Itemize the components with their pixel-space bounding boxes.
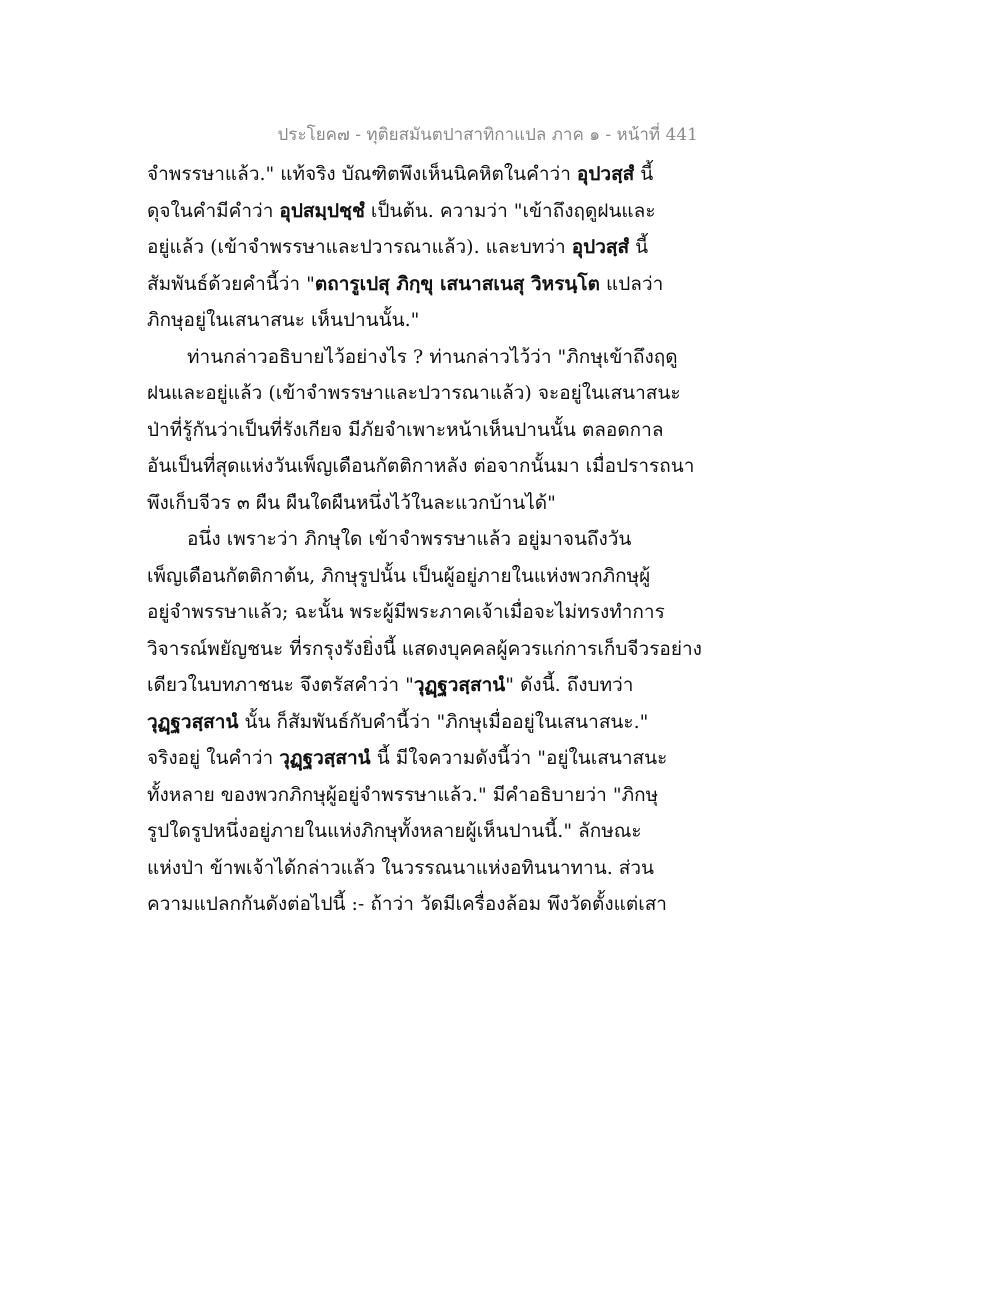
text-line	[147, 631, 707, 668]
text-segment: ภิกษุอยู่ในเสนาสนะ เห็นปานนั้น."	[147, 309, 420, 331]
text-segment: เป็นต้น. ความว่า "เข้าถึงฤดูฝนและ	[364, 199, 656, 222]
text-segment: นี้ มีใจความดังนี้ว่า "อยู่ในเสนาสนะ	[370, 747, 668, 769]
text-line	[147, 266, 707, 303]
pali-term: วุฏฺฐวสฺสานํ	[147, 710, 239, 733]
text-segment: แห่งป่า ข้าพเจ้าได้กล่าวแล้ว ในวรรณนาแห่งอทินนาทาน. ส่วน	[147, 856, 655, 879]
pali-term: ตถารูเปสุ ภิกฺขุ เสนาสเนสุ วิหรนฺโต	[314, 272, 600, 295]
pali-term: อุปวสฺสํ	[571, 236, 630, 258]
text-line	[147, 594, 707, 631]
text-segment: เดียวในบทภาชนะ จึงตรัสคำว่า "	[147, 674, 414, 696]
pali-term: อุปวสฺสํ	[576, 163, 635, 185]
pali-term: วุฏฺฐวสฺสานํ	[279, 747, 371, 769]
text-line	[147, 558, 707, 595]
text-segment: อันเป็นที่สุดแห่งวันเพ็ญเดือนกัตติกาหลัง ต่อจากนั้นมา เมื่อปรารถนา	[147, 455, 695, 477]
text-segment: ท่านกล่าวอธิบายไว้อย่างไร ? ท่านกล่าวไว้ว่า "ภิกษุเข้าถึงฤดู	[187, 345, 678, 368]
text-line	[147, 886, 707, 923]
text-line	[147, 339, 707, 376]
text-segment: ป่าที่รู้กันว่าเป็นที่รังเกียจ มีภัยจำเพาะหน้าเห็นปานนั้น ตลอดกาล	[147, 418, 664, 441]
text-segment: อยู่แล้ว (เข้าจำพรรษาและปวารณาแล้ว). และบทว่า	[147, 236, 572, 258]
running-header: ประโยค๗ - ทุติยสมันตปาสาทิกาแปล ภาค ๑ - หน้าที่ 441	[277, 125, 698, 145]
text-line	[147, 521, 707, 558]
text-segment: จำพรรษาแล้ว." แท้จริง บัณฑิตพึงเห็นนิคหิตในคำว่า	[147, 163, 577, 185]
text-segment: ทั้งหลาย ของพวกภิกษุผู้อยู่จำพรรษาแล้ว." มีคำอธิบายว่า "ภิกษุ	[147, 783, 659, 806]
text-line	[147, 375, 707, 412]
text-line	[147, 448, 707, 485]
text-segment: " ดังนี้. ถึงบทว่า	[505, 674, 634, 696]
text-segment: จริงอยู่ ในคำว่า	[147, 747, 280, 769]
text-line	[147, 485, 707, 522]
text-segment: แปลว่า	[599, 272, 664, 295]
text-segment: นี้	[629, 236, 649, 258]
text-line	[147, 850, 707, 887]
text-line	[147, 156, 707, 193]
text-segment: เพ็ญเดือนกัตติกาต้น, ภิกษุรูปนั้น เป็นผู้อยู่ภายในแห่งพวกภิกษุผู้	[147, 564, 651, 587]
pali-term: อุปสมฺปชฺชํ	[279, 199, 365, 222]
text-line	[147, 302, 707, 339]
text-line	[147, 229, 707, 266]
text-segment: ความแปลกกันดังต่อไปนี้ :- ถ้าว่า วัดมีเครื่องล้อม พึงวัดตั้งแต่เสา	[147, 893, 667, 915]
text-segment: นั้น ก็สัมพันธ์กับคำนี้ว่า "ภิกษุเมื่ออยู่ในเสนาสนะ."	[238, 710, 649, 733]
text-line	[147, 740, 707, 777]
text-line	[147, 412, 707, 449]
text-segment: สัมพันธ์ด้วยคำนี้ว่า "	[147, 272, 315, 295]
text-segment: พึงเก็บจีวร ๓ ผืน ผืนใดผืนหนึ่งไว้ในละแวกบ้านได้"	[147, 491, 556, 514]
text-segment: ดุจในคำมีคำว่า	[147, 199, 280, 222]
text-line	[147, 813, 707, 850]
text-line	[147, 777, 707, 814]
text-segment: อนึ่ง เพราะว่า ภิกษุใด เข้าจำพรรษาแล้ว อยู่มาจนถึงวัน	[187, 528, 632, 550]
body-text	[147, 156, 707, 923]
text-segment: วิจารณ์พยัญชนะ ที่รกรุงรังยิ่งนี้ แสดงบุคคลผู้ควรแก่การเก็บจีวรอย่าง	[147, 637, 702, 660]
text-line	[147, 193, 707, 230]
text-segment: รูปใดรูปหนึ่งอยู่ภายในแห่งภิกษุทั้งหลายผู้เห็นปานนี้." ลักษณะ	[147, 820, 642, 842]
text-segment: นี้	[634, 163, 654, 185]
text-segment: อยู่จำพรรษาแล้ว; ฉะนั้น พระผู้มีพระภาคเจ้าเมื่อจะไม่ทรงทำการ	[147, 601, 665, 623]
text-line	[147, 704, 707, 741]
text-line	[147, 667, 707, 704]
pali-term: วุฏฺฐวสฺสานํ	[413, 674, 506, 696]
text-segment: ฝนและอยู่แล้ว (เข้าจำพรรษาและปวารณาแล้ว) จะอยู่ในเสนาสนะ	[147, 382, 681, 404]
